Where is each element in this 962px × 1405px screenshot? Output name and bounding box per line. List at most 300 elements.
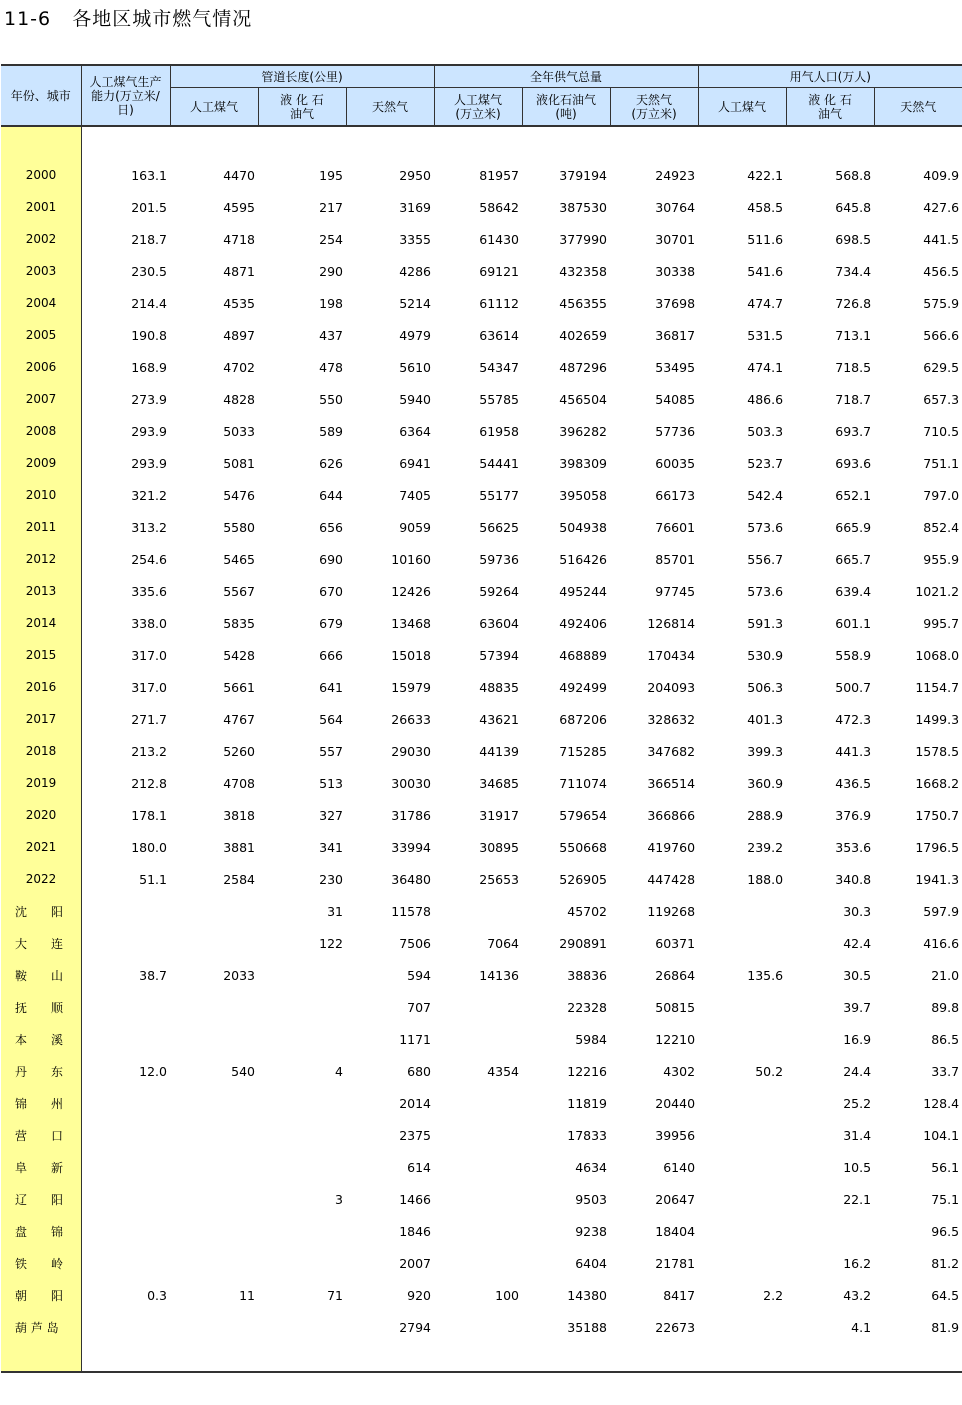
value-cell: [170, 895, 258, 927]
value-cell: 59736: [479, 551, 520, 567]
value-cell: 526905: [559, 871, 608, 887]
value-cell: 313.2: [131, 519, 167, 535]
value-cell: 1941.3: [915, 871, 960, 887]
value-cell: 6404: [575, 1255, 608, 1271]
value-cell: [698, 1151, 786, 1183]
pipe-lpg-header: [258, 88, 346, 127]
value-cell: 2950: [399, 167, 432, 183]
value-cell: [698, 895, 786, 927]
value-cell: 597.9: [923, 903, 960, 919]
year-row: [1, 191, 962, 223]
year-row: [1, 767, 962, 799]
value-cell: 550668: [559, 839, 608, 855]
year-label: 2011: [25, 520, 57, 534]
year-label: 2009: [25, 456, 57, 470]
value-cell: 64.5: [931, 1287, 960, 1303]
value-cell: 422.1: [747, 167, 784, 183]
value-cell: 11578: [391, 903, 432, 919]
value-cell: [434, 1215, 522, 1247]
value-cell: 122: [319, 935, 343, 951]
year-row: [1, 607, 962, 639]
value-cell: [170, 991, 258, 1023]
value-cell: 5835: [223, 615, 255, 631]
value-cell: 75.1: [931, 1191, 960, 1207]
value-cell: 25.2: [843, 1095, 872, 1111]
value-cell: 441.3: [835, 743, 872, 759]
value-cell: 30030: [391, 775, 432, 791]
value-cell: 568.8: [835, 167, 872, 183]
value-cell: 57736: [655, 423, 696, 439]
value-cell: 594: [407, 967, 432, 983]
value-cell: 4302: [663, 1063, 696, 1079]
year-row: [1, 575, 962, 607]
value-cell: 340.8: [835, 871, 872, 887]
city-row: [1, 1087, 962, 1119]
value-cell: 254.6: [131, 551, 167, 567]
value-cell: [434, 1311, 522, 1343]
year-row: [1, 799, 962, 831]
value-cell: 66173: [655, 487, 696, 503]
value-cell: 230: [319, 871, 343, 887]
value-cell: 4897: [223, 327, 255, 343]
value-cell: 104.1: [923, 1127, 960, 1143]
value-cell: [698, 1183, 786, 1215]
year-row: [1, 703, 962, 735]
value-cell: [434, 1119, 522, 1151]
value-cell: 504938: [559, 519, 608, 535]
value-cell: 81.2: [931, 1255, 960, 1271]
year-label: 2017: [25, 712, 57, 726]
city-label: 抚 顺: [15, 1000, 64, 1015]
value-cell: 1578.5: [915, 743, 960, 759]
value-cell: 4702: [223, 359, 255, 375]
value-cell: 12.0: [139, 1063, 167, 1079]
value-cell: 85701: [655, 551, 696, 567]
value-cell: 217: [319, 199, 343, 215]
value-cell: 402659: [559, 327, 608, 343]
city-label: 大 连: [15, 936, 64, 951]
year-label: 2000: [25, 168, 57, 182]
value-cell: 456355: [559, 295, 608, 311]
value-cell: [786, 1215, 874, 1247]
value-cell: 188.0: [747, 871, 784, 887]
value-cell: 5081: [223, 455, 255, 471]
pipe-manmade-header: 人工煤气: [170, 88, 258, 127]
value-cell: 195: [319, 167, 343, 183]
value-cell: 2007: [399, 1255, 432, 1271]
value-cell: 168.9: [131, 359, 167, 375]
value-cell: 45702: [567, 903, 608, 919]
value-cell: [81, 1023, 170, 1055]
value-cell: 11819: [567, 1095, 608, 1111]
value-cell: 26633: [391, 711, 432, 727]
value-cell: 30.5: [843, 967, 872, 983]
value-cell: 376.9: [835, 807, 872, 823]
value-cell: 718.7: [835, 391, 872, 407]
value-cell: 710.5: [923, 423, 960, 439]
value-cell: 718.5: [835, 359, 872, 375]
year-label: 2022: [25, 872, 57, 886]
value-cell: 31917: [479, 807, 520, 823]
value-cell: 523.7: [747, 455, 784, 471]
value-cell: 540: [231, 1063, 255, 1079]
value-cell: [698, 991, 786, 1023]
value-cell: 447428: [647, 871, 696, 887]
city-row: [1, 1183, 962, 1215]
value-cell: 24.4: [843, 1063, 872, 1079]
value-cell: 436.5: [835, 775, 872, 791]
value-cell: 212.8: [131, 775, 167, 791]
value-cell: 254: [319, 231, 343, 247]
value-cell: 6364: [399, 423, 432, 439]
value-cell: 579654: [559, 807, 608, 823]
value-cell: 474.1: [747, 359, 784, 375]
city-row: [1, 1151, 962, 1183]
value-cell: 288.9: [747, 807, 784, 823]
value-cell: 29030: [391, 743, 432, 759]
year-label: 2005: [25, 328, 57, 342]
value-cell: 31786: [391, 807, 432, 823]
value-cell: 61112: [479, 295, 520, 311]
value-cell: 214.4: [131, 295, 167, 311]
value-cell: 474.7: [747, 295, 784, 311]
value-cell: [434, 1183, 522, 1215]
pipeline-group-header: 管道长度(公里): [170, 65, 434, 88]
year-label: 2013: [25, 584, 57, 598]
value-cell: [258, 1023, 346, 1055]
value-cell: 81957: [479, 167, 520, 183]
year-row: [1, 639, 962, 671]
value-cell: 503.3: [747, 423, 784, 439]
city-label: 锦 州: [15, 1096, 64, 1111]
value-cell: 34685: [479, 775, 520, 791]
city-row: [1, 1311, 962, 1343]
value-cell: 30895: [479, 839, 520, 855]
value-cell: 4595: [223, 199, 255, 215]
value-cell: 25653: [479, 871, 520, 887]
city-label: 本 溪: [15, 1032, 64, 1047]
value-cell: [258, 1247, 346, 1279]
value-cell: 89.8: [931, 999, 960, 1015]
value-cell: 614: [407, 1159, 432, 1175]
value-cell: [170, 1023, 258, 1055]
value-cell: 629.5: [923, 359, 960, 375]
value-cell: 419760: [647, 839, 696, 855]
value-cell: 5033: [223, 423, 255, 439]
value-cell: 63604: [479, 615, 520, 631]
spacer-cell: [1, 126, 962, 159]
value-cell: 4828: [223, 391, 255, 407]
value-cell: 573.6: [747, 583, 784, 599]
value-cell: 432358: [559, 263, 608, 279]
value-cell: 652.1: [835, 487, 872, 503]
value-cell: 486.6: [747, 391, 784, 407]
value-cell: 31.4: [843, 1127, 872, 1143]
value-cell: 531.5: [747, 327, 784, 343]
year-row: [1, 479, 962, 511]
value-cell: 715285: [559, 743, 608, 759]
value-cell: 201.5: [131, 199, 167, 215]
value-cell: 14136: [479, 967, 520, 983]
value-cell: 955.9: [923, 551, 960, 567]
value-cell: 16.9: [843, 1031, 872, 1047]
value-cell: 687206: [559, 711, 608, 727]
value-cell: 734.4: [835, 263, 872, 279]
value-cell: 1668.2: [915, 775, 960, 791]
value-cell: [258, 959, 346, 991]
city-label: 沈 阳: [15, 904, 64, 919]
value-cell: 395058: [559, 487, 608, 503]
value-cell: [434, 1023, 522, 1055]
value-cell: 4979: [399, 327, 432, 343]
value-cell: 61958: [479, 423, 520, 439]
city-label: 阜 新: [15, 1160, 64, 1175]
value-cell: 71: [327, 1287, 343, 1303]
value-cell: 556.7: [747, 551, 784, 567]
value-cell: 10.5: [843, 1159, 872, 1175]
value-cell: [698, 1023, 786, 1055]
value-cell: 341: [319, 839, 343, 855]
value-cell: 506.3: [747, 679, 784, 695]
value-cell: 366866: [647, 807, 696, 823]
capacity-header: [81, 65, 170, 126]
value-cell: [434, 1151, 522, 1183]
year-row: [1, 223, 962, 255]
value-cell: 56625: [479, 519, 520, 535]
year-row: [1, 287, 962, 319]
year-row: [1, 351, 962, 383]
capacity-header-label: 人工煤气生产能力(万立米/日): [89, 74, 162, 117]
value-cell: 7506: [399, 935, 432, 951]
value-cell: 38.7: [139, 967, 167, 983]
year-label: 2019: [25, 776, 57, 790]
value-cell: 50815: [655, 999, 696, 1015]
year-row: [1, 543, 962, 575]
value-cell: 458.5: [747, 199, 784, 215]
value-cell: 0.3: [147, 1287, 167, 1303]
value-cell: 17833: [567, 1127, 608, 1143]
value-cell: 18404: [655, 1223, 696, 1239]
value-cell: 513: [319, 775, 343, 791]
value-cell: 33994: [391, 839, 432, 855]
value-cell: 271.7: [131, 711, 167, 727]
value-cell: 4871: [223, 263, 255, 279]
value-cell: 399.3: [747, 743, 784, 759]
value-cell: 321.2: [131, 487, 167, 503]
value-cell: [434, 991, 522, 1023]
value-cell: 690: [319, 551, 343, 567]
value-cell: 37698: [655, 295, 696, 311]
value-cell: 12216: [567, 1063, 608, 1079]
value-cell: [170, 1311, 258, 1343]
value-cell: 54085: [655, 391, 696, 407]
value-cell: 920: [407, 1287, 432, 1303]
pop-lpg-header: [786, 88, 874, 127]
value-cell: 4535: [223, 295, 255, 311]
value-cell: 589: [319, 423, 343, 439]
table-body: [1, 126, 962, 1343]
city-label: 鞍 山: [15, 968, 64, 983]
page-title: 11-6 各地区城市燃气情况: [4, 8, 253, 30]
value-cell: 26864: [655, 967, 696, 983]
value-cell: 4718: [223, 231, 255, 247]
value-cell: 711074: [559, 775, 608, 791]
value-cell: 163.1: [131, 167, 167, 183]
value-cell: [434, 1087, 522, 1119]
year-label: 2004: [25, 296, 57, 310]
value-cell: 327: [319, 807, 343, 823]
value-cell: 20440: [655, 1095, 696, 1111]
value-cell: 1796.5: [915, 839, 960, 855]
value-cell: 379194: [559, 167, 608, 183]
pop-lpg-header-label: 液 化 石油气: [808, 92, 852, 121]
value-cell: 30701: [655, 231, 696, 247]
value-cell: 30338: [655, 263, 696, 279]
value-cell: 24923: [655, 167, 696, 183]
value-cell: 14380: [567, 1287, 608, 1303]
year-row: [1, 383, 962, 415]
value-cell: 5610: [399, 359, 432, 375]
value-cell: 55785: [479, 391, 520, 407]
value-cell: [258, 1151, 346, 1183]
value-cell: 290891: [559, 935, 608, 951]
value-cell: 119268: [647, 903, 696, 919]
value-cell: 170434: [647, 647, 696, 663]
city-label: 辽 阳: [15, 1192, 64, 1207]
value-cell: [258, 1119, 346, 1151]
value-cell: [258, 1215, 346, 1247]
value-cell: 713.1: [835, 327, 872, 343]
value-cell: 366514: [647, 775, 696, 791]
value-cell: 6941: [399, 455, 432, 471]
value-cell: 492499: [559, 679, 608, 695]
supply-group-header: 全年供气总量: [434, 65, 698, 88]
value-cell: 22.1: [843, 1191, 872, 1207]
value-cell: 293.9: [131, 423, 167, 439]
value-cell: 1846: [399, 1223, 432, 1239]
value-cell: 5214: [399, 295, 432, 311]
value-cell: 5580: [223, 519, 255, 535]
pop-natural-header: 天然气: [874, 88, 962, 127]
table-bottom-rule: [1, 1371, 962, 1373]
value-cell: 126814: [647, 615, 696, 631]
value-cell: 639.4: [835, 583, 872, 599]
value-cell: 43621: [479, 711, 520, 727]
year-label: 2015: [25, 648, 57, 662]
year-label: 2003: [25, 264, 57, 278]
year-row: [1, 255, 962, 287]
value-cell: 626: [319, 455, 343, 471]
value-cell: 797.0: [923, 487, 960, 503]
value-cell: 31: [327, 903, 343, 919]
value-cell: 530.9: [747, 647, 784, 663]
value-cell: 56.1: [931, 1159, 960, 1175]
value-cell: 4767: [223, 711, 255, 727]
value-cell: 54441: [479, 455, 520, 471]
city-label: 盘 锦: [15, 1224, 64, 1239]
value-cell: 1068.0: [915, 647, 960, 663]
value-cell: 573.6: [747, 519, 784, 535]
value-cell: 5465: [223, 551, 255, 567]
value-cell: [434, 895, 522, 927]
value-cell: 81.9: [931, 1319, 960, 1335]
value-cell: 550: [319, 391, 343, 407]
value-cell: 416.6: [923, 935, 960, 951]
city-row: [1, 959, 962, 991]
value-cell: 680: [407, 1063, 432, 1079]
value-cell: 9238: [575, 1223, 608, 1239]
value-cell: 9503: [575, 1191, 608, 1207]
value-cell: 9059: [399, 519, 432, 535]
value-cell: 44139: [479, 743, 520, 759]
value-cell: 4.1: [851, 1319, 872, 1335]
year-row: [1, 511, 962, 543]
value-cell: 2014: [399, 1095, 432, 1111]
year-label: 2012: [25, 552, 57, 566]
city-label: 朝 阳: [15, 1288, 64, 1303]
value-cell: 472.3: [835, 711, 872, 727]
value-cell: [81, 1247, 170, 1279]
value-cell: 2.2: [763, 1287, 784, 1303]
value-cell: [258, 1087, 346, 1119]
value-cell: 3881: [223, 839, 255, 855]
value-cell: [81, 1311, 170, 1343]
value-cell: 693.7: [835, 423, 872, 439]
value-cell: 670: [319, 583, 343, 599]
value-cell: 21781: [655, 1255, 696, 1271]
value-cell: 5984: [575, 1031, 608, 1047]
value-cell: 500.7: [835, 679, 872, 695]
value-cell: 63614: [479, 327, 520, 343]
value-cell: 679: [319, 615, 343, 631]
value-cell: 492406: [559, 615, 608, 631]
value-cell: 8417: [663, 1287, 696, 1303]
value-cell: [170, 1215, 258, 1247]
value-cell: 645.8: [835, 199, 872, 215]
value-cell: 456.5: [923, 263, 960, 279]
city-row: [1, 1215, 962, 1247]
table-header: [1, 65, 962, 126]
value-cell: 86.5: [931, 1031, 960, 1047]
value-cell: 6140: [663, 1159, 696, 1175]
value-cell: 4634: [575, 1159, 608, 1175]
year-label: 2010: [25, 488, 57, 502]
value-cell: 178.1: [131, 807, 167, 823]
value-cell: 557: [319, 743, 343, 759]
value-cell: [698, 1087, 786, 1119]
value-cell: 13468: [391, 615, 432, 631]
city-row: [1, 991, 962, 1023]
value-cell: 1499.3: [915, 711, 960, 727]
stub-header: 年份、城市: [1, 65, 81, 126]
supply-manmade-header-label: 人工煤气 (万立米): [454, 92, 503, 121]
city-row: [1, 1119, 962, 1151]
value-cell: 36480: [391, 871, 432, 887]
value-cell: 693.6: [835, 455, 872, 471]
value-cell: 566.6: [923, 327, 960, 343]
value-cell: 39956: [655, 1127, 696, 1143]
value-cell: 317.0: [131, 679, 167, 695]
year-label: 2008: [25, 424, 57, 438]
value-cell: 60035: [655, 455, 696, 471]
value-cell: 4708: [223, 775, 255, 791]
value-cell: 4: [335, 1063, 343, 1079]
year-row: [1, 159, 962, 191]
value-cell: 30.3: [843, 903, 872, 919]
value-cell: 22328: [567, 999, 608, 1015]
value-cell: 100: [495, 1287, 520, 1303]
value-cell: 427.6: [923, 199, 960, 215]
